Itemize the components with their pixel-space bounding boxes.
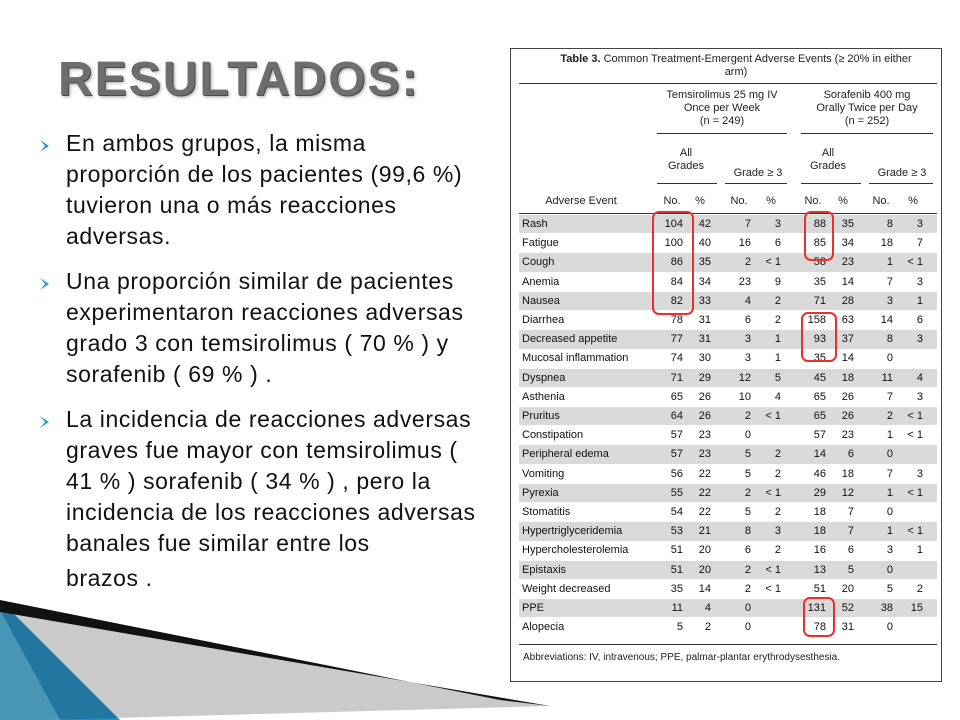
value-cell: 7 <box>744 218 751 230</box>
bullet-list <box>36 128 486 608</box>
event-name-cell: Fatigue <box>522 237 559 250</box>
value-cell: 15 <box>910 602 923 614</box>
event-name-cell: Constipation <box>522 429 584 442</box>
value-cell: 34 <box>698 275 711 288</box>
value-cell: 1 <box>886 256 893 269</box>
value-cell: 64 <box>670 410 683 422</box>
table-row <box>519 599 937 617</box>
value-cell: 4 <box>774 390 781 403</box>
event-name-cell: Dyspnea <box>522 371 566 384</box>
value-cell: 63 <box>841 314 854 326</box>
highlight-sorafenib-diarrhea-appetite <box>801 312 837 362</box>
table-row <box>519 484 937 502</box>
value-cell: 18 <box>813 525 826 538</box>
value-cell: 3 <box>916 275 923 288</box>
value-cell: 26 <box>698 410 711 422</box>
value-cell: 20 <box>698 544 711 557</box>
value-cell: 10 <box>738 390 751 403</box>
value-cell: 0 <box>744 621 751 634</box>
table-row <box>519 330 937 348</box>
value-cell: 65 <box>813 410 826 422</box>
value-cell: 55 <box>670 486 683 499</box>
value-cell: 26 <box>841 390 854 403</box>
value-cell: 14 <box>880 314 893 326</box>
value-cell: < 1 <box>907 525 923 538</box>
decorative-swoosh <box>0 600 560 720</box>
highlight-temsirolimus-top <box>652 211 694 315</box>
value-cell: 18 <box>841 371 854 384</box>
value-cell: < 1 <box>765 582 781 595</box>
table-row <box>519 253 937 271</box>
value-cell: 77 <box>670 333 683 346</box>
value-cell: 7 <box>847 506 854 518</box>
highlight-sorafenib-ppe-alopecia <box>803 597 835 637</box>
event-name-cell: Pruritus <box>522 410 560 422</box>
value-cell: 3 <box>774 218 781 230</box>
table-row <box>519 426 937 444</box>
value-cell: 22 <box>698 506 711 518</box>
table-header-rule <box>519 213 937 214</box>
value-cell: < 1 <box>765 486 781 499</box>
value-cell: 88 <box>813 218 826 230</box>
event-name-cell: Hypertriglyceridemia <box>522 525 623 538</box>
event-name-cell: Stomatitis <box>522 506 571 518</box>
adverse-events-table: Table 3. Common Treatment-Emergent Adverse Events (≥ 20% in either arm) Temsirolimus 25 mg IV Once per Week (n = 249) Sorafenib 400 mg Orally Twice per Day (n = 252) All Grades Grade ≥ 3 All Grades Grade ≥ 3 Adverse Event No. % No. % No. % No. % Rash 104 42 7 3 88 35 8 3 Fatigue 100 40 16 6 85 34 18 7 Cough 86 35 2 < 1 58 23 1 < 1 Anemia 84 34 23 9 35 14 7 3 Nausea 82 33 4 2 71 28 3 1 Diarrhea 78 31 6 2 158 63 14 6 Decreased appetite 77 31 3 1 93 37 8 3 Mucosal inflammation 74 30 3 1 35 14 0 Dyspnea 71 29 12 5 45 18 11 4 Asthenia 65 26 10 4 65 26 7 3 Pruritus 64 26 2 < 1 65 26 2 < 1 Constipation 57 23 0 57 23 1 < 1 Peripheral edema 57 23 5 2 14 6 0 Vomiting 56 22 5 2 46 18 7 3 Pyrexia 55 22 2 < 1 29 12 1 < 1 Stomatitis 54 22 5 2 18 7 0 Hypertriglyceridemia 53 21 8 3 18 7 1 < 1 Hypercholesterolemia 51 20 6 2 16 6 3 1 Epistaxis 51 20 2 < 1 13 5 0 Weight decreased 35 14 2 < 1 51 20 5 2 PPE 11 4 0 131 52 38 15 Alopecia 5 2 0 78 31 0 Abbreviations: IV, intravenous; PPE, palmar-plantar erythrodysesthesia. <box>510 48 942 682</box>
arm2-rule <box>801 133 933 134</box>
value-cell: 104 <box>664 218 683 230</box>
value-cell: 86 <box>670 256 683 269</box>
value-cell: 57 <box>670 429 683 442</box>
table-row <box>519 618 937 636</box>
value-cell: < 1 <box>907 429 923 442</box>
value-cell: 7 <box>916 237 923 250</box>
value-cell: 93 <box>813 333 826 346</box>
value-cell: 6 <box>916 314 923 326</box>
table-row <box>519 503 937 521</box>
slide-title: RESULTADOS: <box>58 53 420 106</box>
value-cell: 12 <box>841 486 854 499</box>
value-cell: 0 <box>886 563 893 576</box>
value-cell: 3 <box>916 333 923 346</box>
table-label: Table 3. <box>560 53 601 65</box>
value-cell: 11 <box>881 371 893 384</box>
bullet-item <box>36 404 486 594</box>
table-row <box>519 445 937 463</box>
table-row <box>519 311 937 329</box>
arrow-bullet-icon <box>40 140 49 152</box>
bullet-item <box>36 266 486 390</box>
value-cell: 3 <box>916 218 923 230</box>
event-name-cell: PPE <box>522 602 545 614</box>
value-cell: 0 <box>886 506 893 518</box>
value-cell: 4 <box>916 371 923 384</box>
value-cell: 4 <box>744 294 751 307</box>
table-row <box>519 407 937 425</box>
value-cell: 158 <box>807 314 826 326</box>
value-cell: 6 <box>744 314 751 326</box>
value-cell: 51 <box>670 544 683 557</box>
all-grades-header-2: All Grades <box>809 147 847 172</box>
value-cell: 5 <box>744 506 751 518</box>
value-cell: 71 <box>670 371 683 384</box>
value-cell: 7 <box>847 525 854 538</box>
value-cell: 16 <box>813 544 826 557</box>
value-cell: 2 <box>744 563 751 576</box>
value-cell: 51 <box>670 563 683 576</box>
value-cell: 2 <box>916 582 923 595</box>
value-cell: 1 <box>774 352 781 365</box>
table-bottom-rule <box>519 644 937 645</box>
value-cell: 8 <box>886 333 893 346</box>
value-cell: 21 <box>698 525 711 538</box>
value-cell: 5 <box>847 563 854 576</box>
value-cell: 6 <box>774 237 781 250</box>
bullet-item <box>36 128 486 252</box>
value-cell: 1 <box>886 525 893 538</box>
value-cell: 33 <box>698 294 711 307</box>
value-cell: 46 <box>813 467 826 480</box>
table-row <box>519 369 937 387</box>
table-row <box>519 388 937 406</box>
event-name-cell: Weight decreased <box>522 582 611 595</box>
value-cell: 8 <box>744 525 751 538</box>
value-cell: 2 <box>704 621 711 634</box>
value-cell: 23 <box>841 429 854 442</box>
table-row <box>519 580 937 598</box>
value-cell: 31 <box>841 621 854 634</box>
value-cell: 18 <box>880 237 893 250</box>
value-cell: 30 <box>698 352 711 365</box>
value-cell: 45 <box>813 371 826 384</box>
grade3-header-1: Grade ≥ 3 <box>733 167 783 179</box>
bullet-text: En ambos grupos, la misma proporción de los pacientes (99,6 %) tuvieron una o más reacciones adversas. <box>66 130 463 249</box>
value-cell: 1 <box>774 333 781 346</box>
value-cell: 23 <box>841 256 854 269</box>
value-cell: 2 <box>774 314 781 326</box>
value-cell: 100 <box>664 237 683 250</box>
value-cell: 6 <box>847 544 854 557</box>
value-cell: 31 <box>698 314 711 326</box>
value-cell: 9 <box>774 275 781 288</box>
value-cell: 2 <box>774 544 781 557</box>
value-cell: 5 <box>744 467 751 480</box>
value-cell: 71 <box>813 294 826 307</box>
value-cell: 35 <box>813 275 826 288</box>
value-cell: 18 <box>813 506 826 518</box>
value-cell: 131 <box>807 602 826 614</box>
value-cell: 3 <box>886 294 893 307</box>
table-caption <box>551 53 921 79</box>
table-row <box>519 522 937 540</box>
table-caption-text: Common Treatment-Emergent Adverse Events (≥ 20% in either arm) <box>603 53 912 78</box>
arm2-header: Sorafenib 400 mg Orally Twice per Day (n = 252) <box>816 89 918 127</box>
event-name-cell: Alopecia <box>522 621 565 634</box>
value-cell: 57 <box>813 429 826 442</box>
value-cell: 14 <box>813 448 826 461</box>
value-cell: 6 <box>744 544 751 557</box>
arrow-bullet-icon <box>40 416 49 428</box>
shadow-swoosh-shape <box>0 612 550 720</box>
value-cell: < 1 <box>907 256 923 269</box>
value-cell: 2 <box>744 582 751 595</box>
value-cell: 29 <box>813 486 826 499</box>
value-cell: 3 <box>916 467 923 480</box>
value-cell: 1 <box>886 429 893 442</box>
value-cell: 84 <box>670 275 683 288</box>
value-cell: 2 <box>886 410 893 422</box>
table-row <box>519 465 937 483</box>
table-row <box>519 561 937 579</box>
value-cell: 7 <box>886 275 893 288</box>
value-cell: 5 <box>676 621 683 634</box>
value-cell: 35 <box>841 218 854 230</box>
value-cell: 0 <box>886 448 893 461</box>
value-cell: 34 <box>841 237 854 250</box>
event-name-cell: Cough <box>522 256 555 269</box>
highlight-sorafenib-rash-fatigue <box>804 211 834 261</box>
value-cell: 2 <box>744 410 751 422</box>
event-name-cell: Vomiting <box>522 467 565 480</box>
value-cell: 29 <box>698 371 711 384</box>
value-cell: 12 <box>738 371 751 384</box>
adverse-event-header: Adverse Event <box>545 195 617 207</box>
table-row <box>519 349 937 367</box>
event-name-cell: Hypercholesterolemia <box>522 544 629 557</box>
value-cell: 78 <box>670 314 683 326</box>
value-cell: 3 <box>916 390 923 403</box>
value-cell: 3 <box>744 352 751 365</box>
event-name-cell: Nausea <box>522 294 560 307</box>
value-cell: 5 <box>774 371 781 384</box>
bullet-text: Una proporción similar de pacientes experimentaron reacciones adversas grado 3 con temsirolimus ( 70 % ) y sorafenib ( 69 % ) . <box>66 268 464 387</box>
value-cell: 31 <box>698 333 711 346</box>
value-cell: 2 <box>744 256 751 269</box>
value-cell: 65 <box>670 390 683 403</box>
value-cell: 4 <box>704 602 711 614</box>
value-cell: < 1 <box>765 563 781 576</box>
bullet-text: La incidencia de reacciones adversas graves fue mayor con temsirolimus ( 41 % ) sorafenib ( 34 % ) , pero la incidencia de los reacciones adversas banales fue similar entre los <box>66 406 476 556</box>
value-cell: 3 <box>774 525 781 538</box>
value-cell: 3 <box>744 333 751 346</box>
value-cell: 20 <box>841 582 854 595</box>
value-cell: 78 <box>813 621 826 634</box>
arm1-rule <box>657 133 787 134</box>
value-cell: < 1 <box>765 410 781 422</box>
value-cell: 6 <box>847 448 854 461</box>
value-cell: 16 <box>738 237 751 250</box>
event-name-cell: Epistaxis <box>522 563 567 576</box>
value-cell: < 1 <box>907 410 923 422</box>
value-cell: 35 <box>813 352 826 365</box>
value-cell: 14 <box>698 582 711 595</box>
value-cell: 28 <box>841 294 854 307</box>
bullet-last-word: brazos . <box>66 565 153 591</box>
value-cell: 2 <box>774 467 781 480</box>
value-cell: 18 <box>841 467 854 480</box>
event-name-cell: Anemia <box>522 275 560 288</box>
value-cell: 37 <box>841 333 854 346</box>
value-cell: 14 <box>841 275 854 288</box>
value-cell: 13 <box>813 563 826 576</box>
value-cell: 1 <box>886 486 893 499</box>
value-cell: 74 <box>670 352 683 365</box>
value-cell: 35 <box>698 256 711 269</box>
value-cell: 0 <box>744 602 751 614</box>
value-cell: 35 <box>670 582 683 595</box>
value-cell: 23 <box>698 448 711 461</box>
value-cell: 82 <box>670 294 683 307</box>
value-cell: 54 <box>670 506 683 518</box>
value-cell: 7 <box>886 467 893 480</box>
arm1-header: Temsirolimus 25 mg IV Once per Week (n = 249) <box>666 89 778 127</box>
value-cell: < 1 <box>765 256 781 269</box>
table-row <box>519 292 937 310</box>
value-cell: 56 <box>670 467 683 480</box>
value-cell: 26 <box>698 390 711 403</box>
value-cell: 5 <box>886 582 893 595</box>
value-cell: < 1 <box>907 486 923 499</box>
event-name-cell: Diarrhea <box>522 314 565 326</box>
event-name-cell: Rash <box>522 218 548 230</box>
event-name-cell: Peripheral edema <box>522 448 609 461</box>
value-cell: 52 <box>841 602 854 614</box>
table-top-rule <box>519 83 937 84</box>
all-grades-header-1: All Grades <box>667 147 705 172</box>
value-cell: 2 <box>744 486 751 499</box>
value-cell: 1 <box>916 294 923 307</box>
value-cell: 40 <box>698 237 711 250</box>
value-cell: 3 <box>886 544 893 557</box>
value-cell: 85 <box>813 237 826 250</box>
value-cell: 23 <box>698 429 711 442</box>
value-cell: 0 <box>886 621 893 634</box>
table-row <box>519 234 937 252</box>
value-cell: 26 <box>841 410 854 422</box>
table-row <box>519 273 937 291</box>
table-row <box>519 215 937 233</box>
value-cell: 38 <box>880 602 893 614</box>
value-cell: 23 <box>738 275 751 288</box>
value-cell: 11 <box>671 602 683 614</box>
value-cell: 51 <box>813 582 826 595</box>
value-cell: 5 <box>744 448 751 461</box>
value-cell: 2 <box>774 294 781 307</box>
value-cell: 22 <box>698 467 711 480</box>
value-cell: 14 <box>841 352 854 365</box>
table-abbreviations: Abbreviations: IV, intravenous; PPE, palmar-plantar erythrodysesthesia. <box>523 652 841 663</box>
value-cell: 58 <box>813 256 826 269</box>
event-name-cell: Decreased appetite <box>522 333 618 346</box>
event-name-cell: Asthenia <box>522 390 565 403</box>
grade3-header-2: Grade ≥ 3 <box>877 167 927 179</box>
event-name-cell: Mucosal inflammation <box>522 352 629 365</box>
value-cell: 22 <box>698 486 711 499</box>
value-cell: 57 <box>670 448 683 461</box>
value-cell: 8 <box>886 218 893 230</box>
arrow-bullet-icon <box>40 278 49 290</box>
value-cell: 20 <box>698 563 711 576</box>
value-cell: 42 <box>698 218 711 230</box>
value-cell: 53 <box>670 525 683 538</box>
value-cell: 2 <box>774 448 781 461</box>
value-cell: 2 <box>774 506 781 518</box>
value-cell: 0 <box>744 429 751 442</box>
event-name-cell: Pyrexia <box>522 486 559 499</box>
value-cell: 0 <box>886 352 893 365</box>
value-cell: 7 <box>886 390 893 403</box>
value-cell: 1 <box>916 544 923 557</box>
value-cell: 65 <box>813 390 826 403</box>
table-row <box>519 541 937 559</box>
